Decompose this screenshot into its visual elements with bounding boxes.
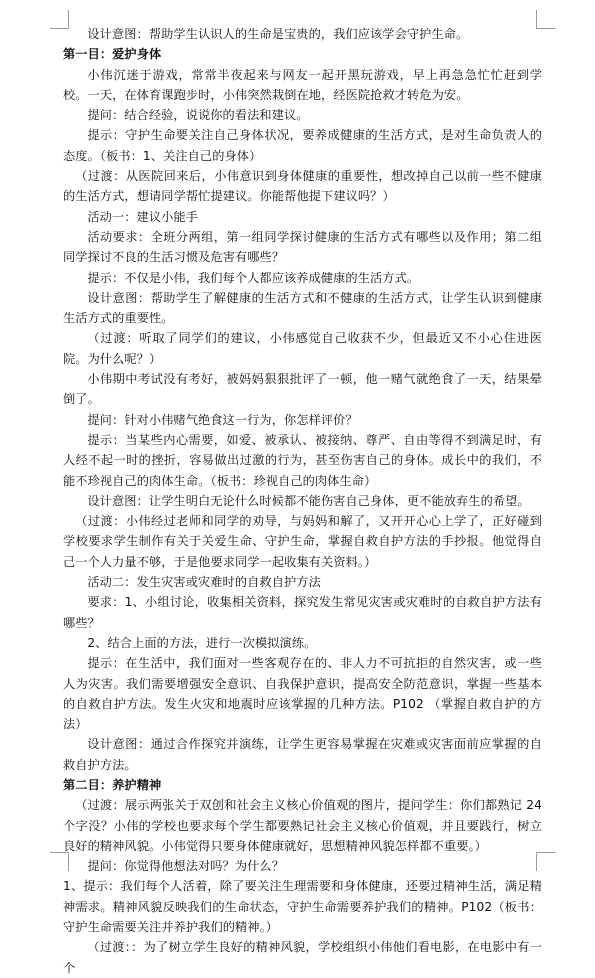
paragraph: （过渡：听取了同学们的建议，小伟感觉自己收获不少，但最近又不小心住进医院。为什么呢？） [63, 331, 542, 366]
paragraph: 提示：在生活中，我们面对一些客观存在的、非人力不可抗拒的自然灾害，或一些人为灾害。我们需要增强安全意识、自我保护意识，提高安全防范意识，掌握一些基本的自救自护方法。发生火灾和地震时应该掌握的几种方法。P102 （掌握自救自护的方法） [63, 656, 542, 732]
paragraph: 2、结合上面的方法，进行一次模拟演练。 [87, 635, 317, 650]
section-heading: 第一目：爱护身体 [63, 47, 162, 62]
paragraph: （过渡：从医院回来后，小伟意识到身体健康的重要性，想改掉自己以前一些不健康的生活方式，想请同学帮忙提建议。你能帮他提下建议吗？） [63, 169, 542, 204]
paragraph: 设计意图：帮助学生认识人的生命是宝贵的，我们应该学会守护生命。 [87, 27, 469, 41]
paragraph: （过渡：：为了树立学生良好的精神风貌，学校组织小伟他们看电影，在电影中有一个 [63, 940, 542, 975]
paragraph: 提示：不仅是小伟，我们每个人都应该养成健康的生活方式。 [87, 270, 420, 285]
paragraph: 提问：你觉得他想法对吗？为什么？ [87, 859, 284, 874]
document-body [63, 24, 542, 978]
paragraph: 提问：结合经验，说说你的看法和建议。 [87, 108, 309, 123]
paragraph: 活动一：建议小能手 [87, 209, 198, 224]
paragraph: 小伟沉迷于游戏，常常半夜起来与网友一起开黑玩游戏，早上再急急忙忙赶到学校。一天，在体育课跑步时，小伟突然栽倒在地，经医院抢救才转危为安。 [63, 67, 542, 102]
paragraph: 1、提示：我们每个人活着，除了要关注生理需要和身体健康，还要过精神生活，满足精神需求。精神风貌反映我们的生命状态，守护生命需要养护我们的精神。P102（板书：守护生命需要关注并养护我们的精神。） [63, 879, 542, 935]
paragraph: 提示：守护生命要关注自己身体状况，要养成健康的生活方式，是对生命负责人的态度。（板书：1、关注自己的身体） [63, 128, 542, 163]
paragraph: 活动要求：全班分两组，第一组同学探讨健康的生活方式有哪些以及作用；第二组同学探讨不良的生活习惯及危害有哪些？ [63, 229, 542, 265]
paragraph: 要求：1、小组讨论，收集相关资料，探究发生常见灾害或灾难时的自救自护方法有哪些？ [63, 595, 542, 630]
paragraph: 设计意图：通过合作探究并演练，让学生更容易掌握在灾难或灾害面前应掌握的自救自护方法。 [63, 737, 542, 772]
paragraph: 设计意图：让学生明白无论什么时候都不能伤害自己身体，更不能放弃生的希望。 [87, 493, 530, 508]
section-heading: 第二目：养护精神 [63, 777, 162, 792]
paragraph: （过渡：展示两张关于双创和社会主义核心价值观的图片，提问学生：你们都熟记 24 个字没？小伟的学校也要求每个学生都要熟记社会主义核心价值观，并且要践行，树立良好的精神风貌。小伟觉得只要身体健康就好，思想精神风貌怎样都不重要。） [63, 798, 542, 853]
paragraph: 活动二：发生灾害或灾难时的自救自护方法 [87, 575, 321, 590]
paragraph: 设计意图：帮助学生了解健康的生活方式和不健康的生活方式，让学生认识到健康生活方式的重要性。 [63, 290, 542, 326]
paragraph: 小伟期中考试没有考好，被妈妈狠狠批评了一顿，他一赌气就绝食了一天，结果晕倒了。 [63, 372, 542, 407]
paragraph: 提问：针对小伟赌气绝食这一行为，你怎样评价？ [87, 412, 358, 427]
paragraph: 提示：当某些内心需要，如爱、被承认、被接纳、尊严、自由等得不到满足时，有人经不起一时的挫折，容易做出过激的行为，甚至伤害自己的身体。成长中的我们，不能不珍视自己的肉体生命。（板书：珍视自己的肉体生命） [63, 432, 542, 488]
paragraph: （过渡：小伟经过老师和同学的劝导，与妈妈和解了，又开开心心上学了，正好碰到学校要求学生制作有关于关爱生命、守护生命，掌握自救自护方法的手抄报。他觉得自己一个人力量不够，于是他要求同学一起收集有关资料。） [63, 514, 542, 569]
